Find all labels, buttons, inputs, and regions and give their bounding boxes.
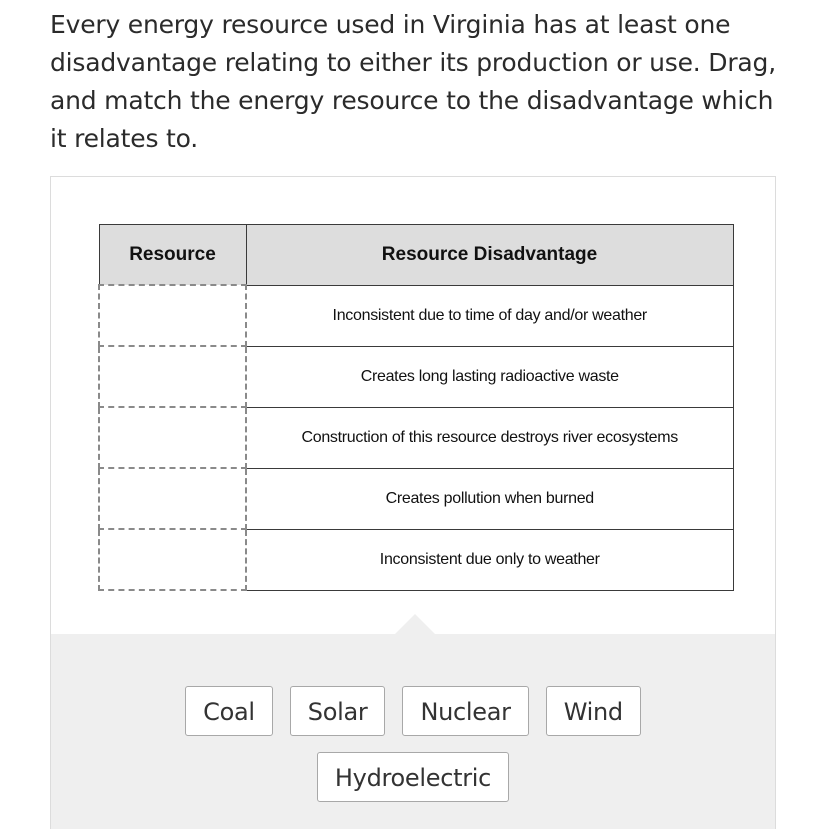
table-header-row [99,225,733,286]
resource-column-header: Resource [99,225,246,286]
tile-bank-pointer [395,614,435,634]
tile-list [51,686,775,818]
table-row [99,285,733,346]
match-table [98,224,734,591]
disadvantage-cell: Inconsistent due to time of day and/or weather [246,285,733,346]
question-prompt: Every energy resource used in Virginia has at least one disadvantage relating to either its production or use. Drag, and match the energy resource to the disadvantage which it relates to. [50,10,776,153]
tile-row [51,752,775,802]
table-row [99,346,733,407]
resource-drop-zone-1[interactable] [99,285,246,346]
tile-solar[interactable]: Solar [290,686,386,736]
tile-wind[interactable]: Wind [546,686,641,736]
resource-drop-zone-5[interactable] [99,529,246,590]
resource-drop-zone-4[interactable] [99,468,246,529]
table-row [99,529,733,590]
resource-drop-zone-3[interactable] [99,407,246,468]
tile-bank [51,634,775,829]
disadvantage-column-header: Resource Disadvantage [246,225,733,286]
tile-nuclear[interactable]: Nuclear [402,686,528,736]
resource-drop-zone-2[interactable] [99,346,246,407]
disadvantage-cell: Construction of this resource destroys river ecosystems [246,407,733,468]
tile-coal[interactable]: Coal [185,686,273,736]
disadvantage-cell: Creates long lasting radioactive waste [246,346,733,407]
drag-match-question [50,176,776,829]
table-row [99,407,733,468]
disadvantage-cell: Creates pollution when burned [246,468,733,529]
tile-row [51,686,775,736]
table-row [99,468,733,529]
tile-hydroelectric[interactable]: Hydroelectric [317,752,509,802]
disadvantage-cell: Inconsistent due only to weather [246,529,733,590]
